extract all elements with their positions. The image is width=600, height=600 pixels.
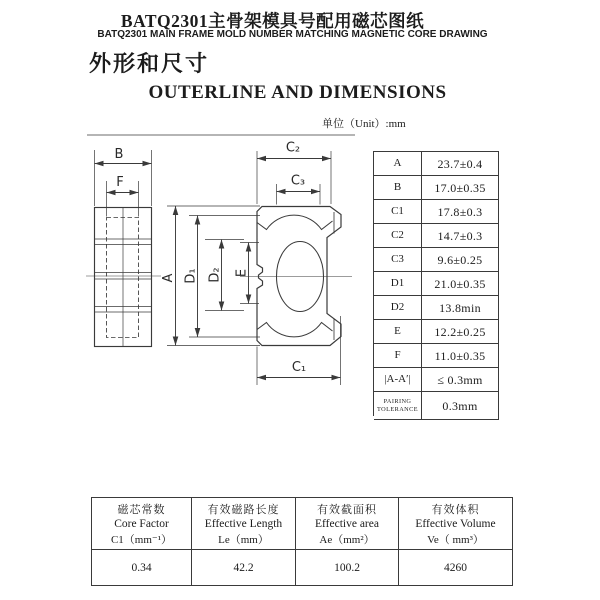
core-param-header: [399, 498, 513, 550]
dim-label-b: B: [114, 147, 124, 162]
dim-row-label: D1: [374, 272, 422, 296]
dim-label-a: A: [161, 273, 176, 283]
core-param-value: 4260: [399, 550, 513, 586]
dim-row-label: |A-A′|: [374, 368, 422, 392]
dim-row-label: C3: [374, 248, 422, 272]
dim-row-value: 12.2±0.25: [422, 320, 499, 344]
dim-label-f: F: [116, 175, 124, 190]
dim-row-value: 23.7±0.4: [422, 152, 499, 176]
dim-label-c1: C₁: [291, 360, 307, 375]
unit-label: 单位（Unit）:mm: [322, 118, 406, 130]
dim-label-d1: D₁: [183, 268, 199, 284]
dim-row-value: 13.8min: [422, 296, 499, 320]
core-param-value: 100.2: [296, 550, 399, 586]
core-outline: [257, 207, 341, 346]
dim-row-value: 17.0±0.35: [422, 176, 499, 200]
dim-row-label: F: [374, 344, 422, 368]
dim-row-value: 9.6±0.25: [422, 248, 499, 272]
core-param-en: Effective Length: [204, 517, 283, 530]
core-param-cn: 磁芯常数: [117, 503, 166, 516]
dim-row-value: 14.7±0.3: [422, 224, 499, 248]
core-param-en: Effective area: [315, 517, 379, 530]
dim-label-c3: C₃: [290, 173, 306, 189]
dim-row-value: 17.8±0.3: [422, 200, 499, 224]
core-param-cn: 有效磁路长度: [207, 503, 280, 516]
dim-row-label: D2: [374, 296, 422, 320]
left-view: [86, 208, 161, 347]
dim-row-value: 11.0±0.35: [422, 344, 499, 368]
page-title-english: BATQ2301 MAIN FRAME MOLD NUMBER MATCHING MAGNETIC CORE DRAWING: [97, 29, 488, 40]
dim-label-d2: D₂: [207, 267, 223, 283]
core-param-cn: 有效体积: [431, 503, 480, 516]
core-param-en: Effective Volume: [415, 517, 496, 530]
core-param-value: 0.34: [92, 550, 192, 586]
dim-label-c2: C₂: [285, 140, 301, 156]
section-heading-chinese: 外形和尺寸: [89, 51, 210, 76]
dim-row-value: 0.3mm: [422, 392, 499, 420]
dim-label-e: E: [234, 268, 250, 278]
core-param-symbol: C1（mm⁻¹）: [110, 533, 173, 546]
core-param-symbol: Ve（ mm³）: [427, 533, 484, 546]
core-param-value: 42.2: [192, 550, 296, 586]
core-param-header: [296, 498, 399, 550]
core-param-en: Core Factor: [114, 517, 169, 530]
dimension-table: [373, 151, 499, 416]
dim-row-label: C1: [374, 200, 422, 224]
pairing-label-line2: TOLERANCE: [377, 405, 418, 413]
dim-row-label: C2: [374, 224, 422, 248]
core-param-symbol: Ae（mm²）: [319, 533, 375, 546]
dim-row-label: E: [374, 320, 422, 344]
core-parameters-table: [91, 497, 513, 586]
page-title-chinese: BATQ2301主骨架模具号配用磁芯图纸: [120, 11, 425, 31]
bottom-window-arc: [257, 323, 333, 337]
dim-row-value: 21.0±0.35: [422, 272, 499, 296]
top-window-arc: [257, 215, 333, 229]
outline-drawing: [80, 128, 365, 400]
dim-row-label-pairing-tolerance: [374, 392, 422, 420]
core-param-cn: 有效截面积: [317, 503, 377, 516]
dim-row-label: B: [374, 176, 422, 200]
dim-row-label: A: [374, 152, 422, 176]
core-param-header: [92, 498, 192, 550]
core-param-header: [192, 498, 296, 550]
right-view: [240, 207, 352, 346]
dim-row-value: ≤ 0.3mm: [422, 368, 499, 392]
pairing-label-line1: PAIRING: [383, 397, 412, 405]
core-param-symbol: Le（mm）: [218, 533, 269, 546]
section-heading-english: OUTERLINE AND DIMENSIONS: [148, 82, 447, 103]
